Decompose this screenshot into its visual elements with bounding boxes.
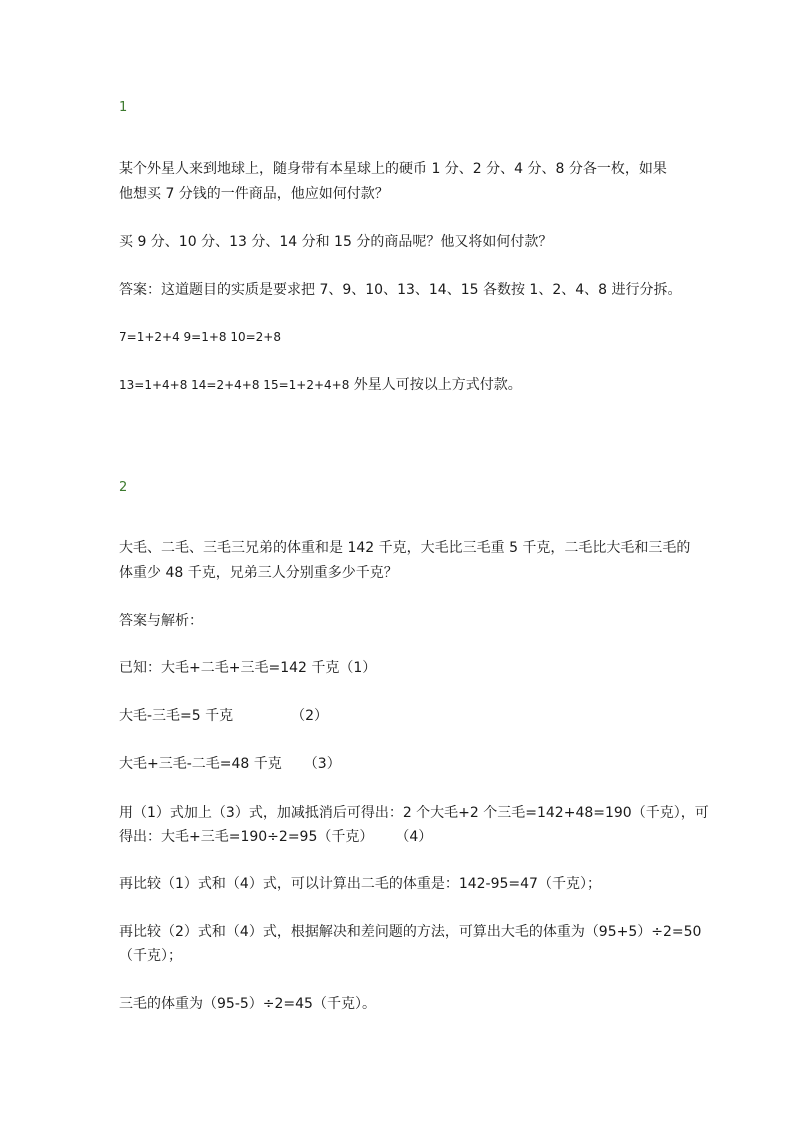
problem-1-answer: 答案：这道题目的实质是要求把 7、9、10、13、14、15 各数按 1、2、4、8 进行分拆。 xyxy=(119,282,682,298)
problem-1-question-line-1: 某个外星人来到地球上，随身带有本星球上的硬币 1 分、2 分、4 分、8 分各一枚，如果 xyxy=(119,161,667,177)
problem-2-step-3-line-1: 再比较（2）式和（4）式，根据解决和差问题的方法，可算出大毛的体重为（95+5）÷2=50 xyxy=(119,924,702,940)
problem-1-equations-2 xyxy=(119,373,684,397)
problem-2-question-line-1: 大毛、二毛、三毛三兄弟的体重和是 142 千克，大毛比三毛重 5 千克，二毛比大毛和三毛的 xyxy=(119,540,691,556)
problem-1-question-line-2: 他想买 7 分钱的一件商品，他应如何付款？ xyxy=(119,186,389,202)
problem-1-question-line-3: 买 9 分、10 分、13 分、14 分和 15 分的商品呢？他又将如何付款？ xyxy=(119,234,553,250)
problem-2-question-line-2: 体重少 48 千克，兄弟三人分别重多少千克？ xyxy=(119,565,398,581)
problem-2-step-1-line-1: 用（1）式加上（3）式，加减抵消后可得出：2 个大毛+2 个三毛=142+48=190（千克），可 xyxy=(119,805,709,821)
equation-3-text: 大毛+三毛-二毛=48 千克 xyxy=(119,756,282,772)
problem-2-step-3-line-2: （千克）； xyxy=(119,948,182,964)
problem-2-answer-heading: 答案与解析： xyxy=(119,613,203,629)
problem-2-equation-2 xyxy=(119,704,684,728)
problem-2-step-2: 再比较（1）式和（4）式，可以计算出二毛的体重是：142-95=47（千克）； xyxy=(119,876,601,892)
equation-2-text: 大毛-三毛=5 千克 xyxy=(119,708,234,724)
equation-2-mark: （2） xyxy=(291,708,329,724)
step-1-line-2-text: 得出：大毛+三毛=190÷2=95（千克） xyxy=(119,829,374,845)
problem-2-step-4: 三毛的体重为（95-5）÷2=45（千克）。 xyxy=(119,996,376,1012)
problem-1-equations-1: 7=1+2+4 9=1+8 10=2+8 xyxy=(119,330,281,344)
step-1-mark: （4） xyxy=(395,829,433,845)
problem-1-equations-2-text: 外星人可按以上方式付款。 xyxy=(349,377,522,393)
problem-1-number: 1 xyxy=(119,100,128,115)
problem-1-equations-2-numbers: 13=1+4+8 14=2+4+8 15=1+2+4+8 xyxy=(119,378,350,392)
problem-2-step-1-line-2 xyxy=(119,825,684,849)
problem-2-known: 已知：大毛+二毛+三毛=142 千克（1） xyxy=(119,660,377,676)
problem-2-equation-3 xyxy=(119,752,684,776)
problem-2-number: 2 xyxy=(119,480,128,495)
equation-3-mark: （3） xyxy=(303,756,341,772)
